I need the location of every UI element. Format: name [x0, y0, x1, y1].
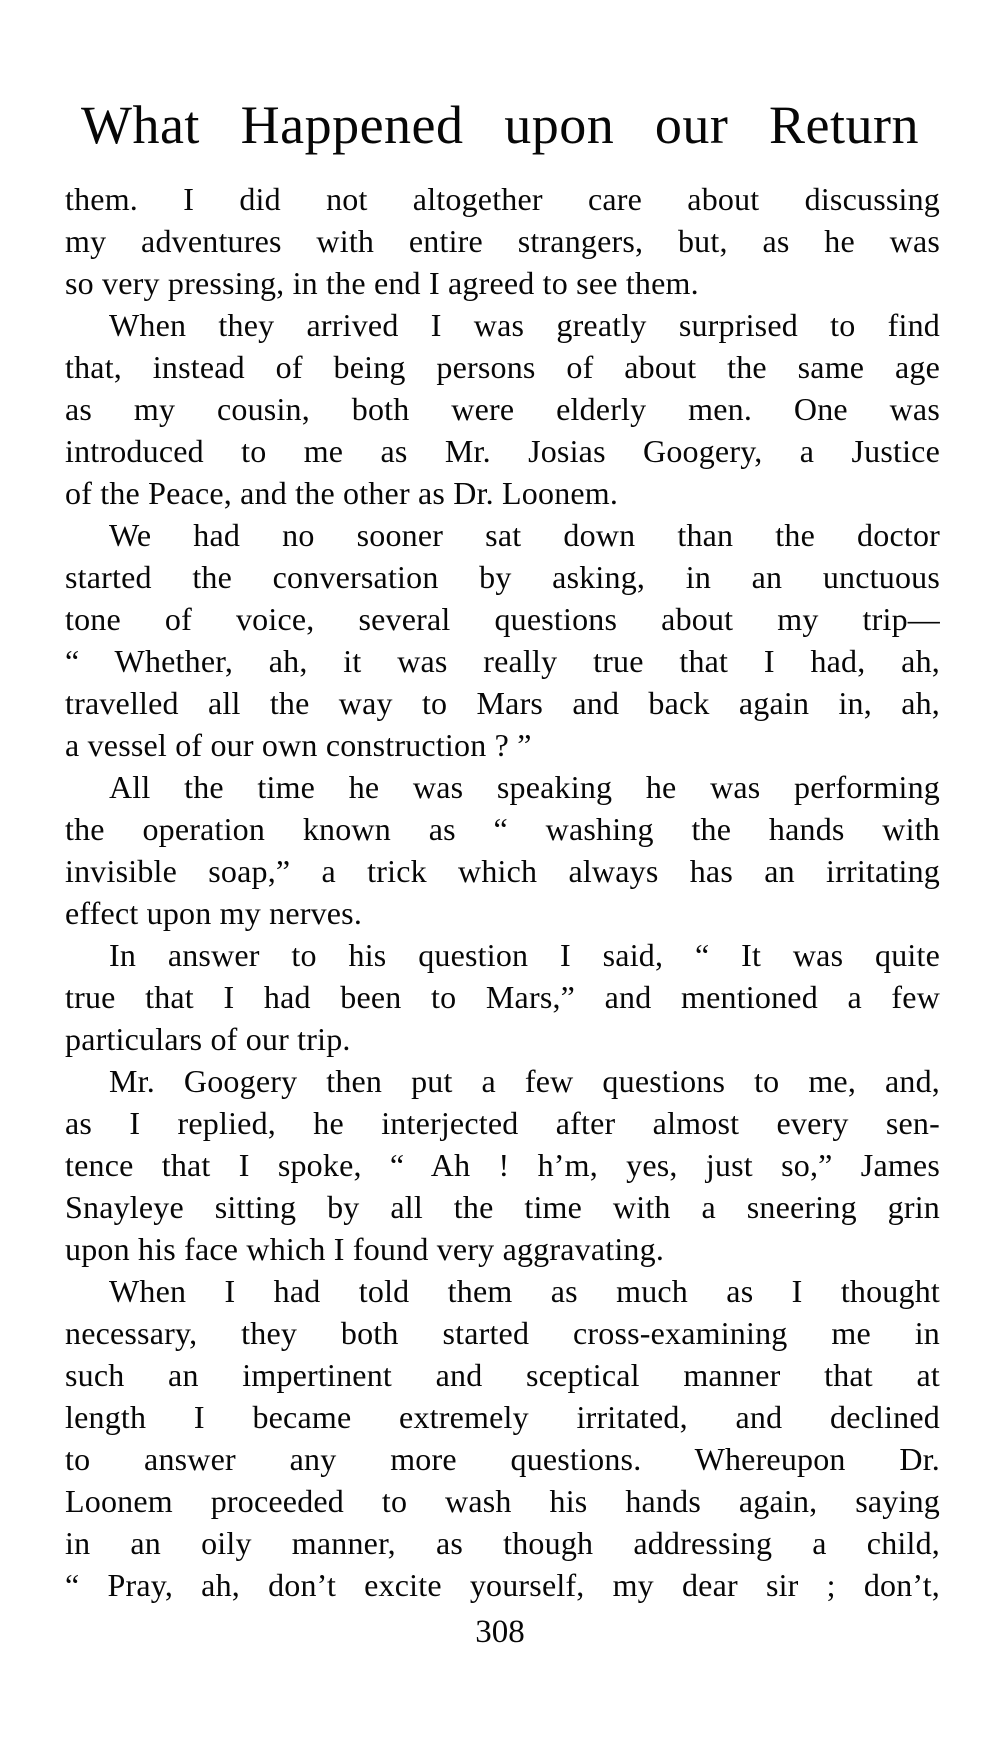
- text-line: Snayleye sitting by all the time with a sneering grin: [65, 1189, 940, 1225]
- text-line: introduced to me as Mr. Josias Googery, a Justice: [65, 433, 940, 469]
- text-line: upon his face which I found very aggravating.: [65, 1231, 665, 1267]
- text-line: started the conversation by asking, in an unctuous: [65, 559, 940, 595]
- text-line: All the time he was speaking he was performing: [109, 769, 940, 805]
- text-line: necessary, they both started cross-examining me in: [65, 1315, 940, 1351]
- text-line: effect upon my nerves.: [65, 895, 363, 931]
- text-line: of the Peace, and the other as Dr. Loonem.: [65, 475, 619, 511]
- chapter-title: What Happened upon our Return: [81, 95, 919, 155]
- text-line: invisible soap,” a trick which always has an irritating: [65, 853, 940, 889]
- text-line: as my cousin, both were elderly men. One was: [65, 391, 940, 427]
- text-line: travelled all the way to Mars and back again in, ah,: [65, 685, 940, 721]
- text-line: them. I did not altogether care about discussing: [65, 181, 940, 217]
- body-text: [65, 178, 940, 1606]
- text-line: When I had told them as much as I thought: [109, 1273, 940, 1309]
- text-line: “ Whether, ah, it was really true that I had, ah,: [65, 643, 940, 679]
- text-line: We had no sooner sat down than the doctor: [109, 517, 940, 553]
- text-line: such an impertinent and sceptical manner that at: [65, 1357, 940, 1393]
- text-line: tone of voice, several questions about my trip—: [65, 601, 940, 637]
- text-line: “ Pray, ah, don’t excite yourself, my dear sir ; don’t,: [65, 1567, 940, 1603]
- text-line: so very pressing, in the end I agreed to see them.: [65, 265, 699, 301]
- text-line: tence that I spoke, “ Ah ! h’m, yes, just so,” James: [65, 1147, 940, 1183]
- text-line: as I replied, he interjected after almost every sen-: [65, 1105, 940, 1141]
- text-line: When they arrived I was greatly surprised to find: [109, 307, 940, 343]
- text-line: length I became extremely irritated, and declined: [65, 1399, 940, 1435]
- text-line: particulars of our trip.: [65, 1021, 351, 1057]
- page-number: 308: [475, 1614, 525, 1650]
- text-line: in an oily manner, as though addressing a child,: [65, 1525, 940, 1561]
- text-line: that, instead of being persons of about the same age: [65, 349, 940, 385]
- text-line: a vessel of our own construction ? ”: [65, 727, 532, 763]
- text-line: Mr. Googery then put a few questions to me, and,: [109, 1063, 940, 1099]
- text-line: true that I had been to Mars,” and mentioned a few: [65, 979, 940, 1015]
- text-line: my adventures with entire strangers, but, as he was: [65, 223, 940, 259]
- text-line: In answer to his question I said, “ It was quite: [109, 937, 940, 973]
- text-line: to answer any more questions. Whereupon Dr.: [65, 1441, 940, 1477]
- text-line: the operation known as “ washing the hands with: [65, 811, 940, 847]
- text-line: Loonem proceeded to wash his hands again, saying: [65, 1483, 940, 1519]
